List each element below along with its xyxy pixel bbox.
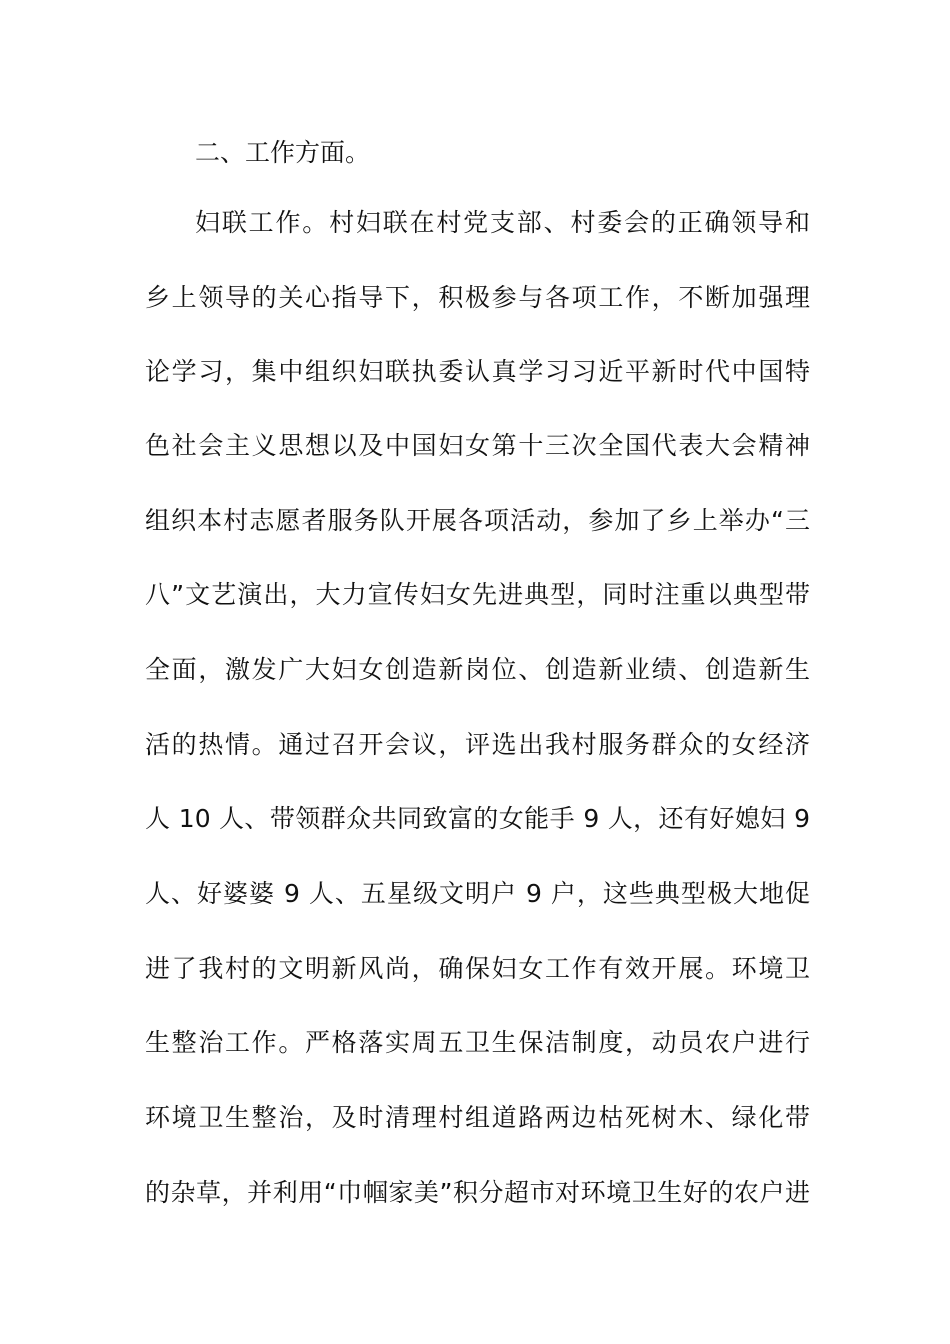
paragraph-line: 活的热情。通过召开会议，评选出我村服务群众的女经济 bbox=[145, 730, 810, 759]
paragraph-line: 全面，激发广大妇女创造新岗位、创造新业绩、创造新生 bbox=[145, 655, 810, 684]
section-heading: 二、工作方面。 bbox=[195, 138, 371, 167]
paragraph-line: 进了我村的文明新风尚，确保妇女工作有效开展。环境卫 bbox=[145, 954, 810, 983]
paragraph-line: 妇联工作。村妇联在村党支部、村委会的正确领导和 bbox=[195, 208, 810, 237]
paragraph-line: 环境卫生整治，及时清理村组道路两边枯死树木、绿化带 bbox=[145, 1103, 810, 1132]
paragraph-line: 的杂草，并利用“巾帼家美”积分超市对环境卫生好的农户进 bbox=[145, 1178, 810, 1207]
paragraph-line: 八”文艺演出，大力宣传妇女先进典型，同时注重以典型带 bbox=[145, 580, 810, 609]
paragraph-line: 乡上领导的关心指导下，积极参与各项工作，不断加强理 bbox=[145, 283, 810, 312]
paragraph-line: 人 10 人、带领群众共同致富的女能手 9 人，还有好媳妇 9 bbox=[145, 804, 810, 833]
paragraph-line: 人、好婆婆 9 人、五星级文明户 9 户，这些典型极大地促 bbox=[145, 879, 810, 908]
paragraph-line: 生整治工作。严格落实周五卫生保洁制度，动员农户进行 bbox=[145, 1028, 810, 1057]
paragraph-line: 组织本村志愿者服务队开展各项活动，参加了乡上举办“三 bbox=[145, 506, 810, 535]
paragraph-line: 论学习，集中组织妇联执委认真学习习近平新时代中国特 bbox=[145, 357, 810, 386]
paragraph-line: 色社会主义思想以及中国妇女第十三次全国代表大会精神 bbox=[145, 431, 810, 460]
